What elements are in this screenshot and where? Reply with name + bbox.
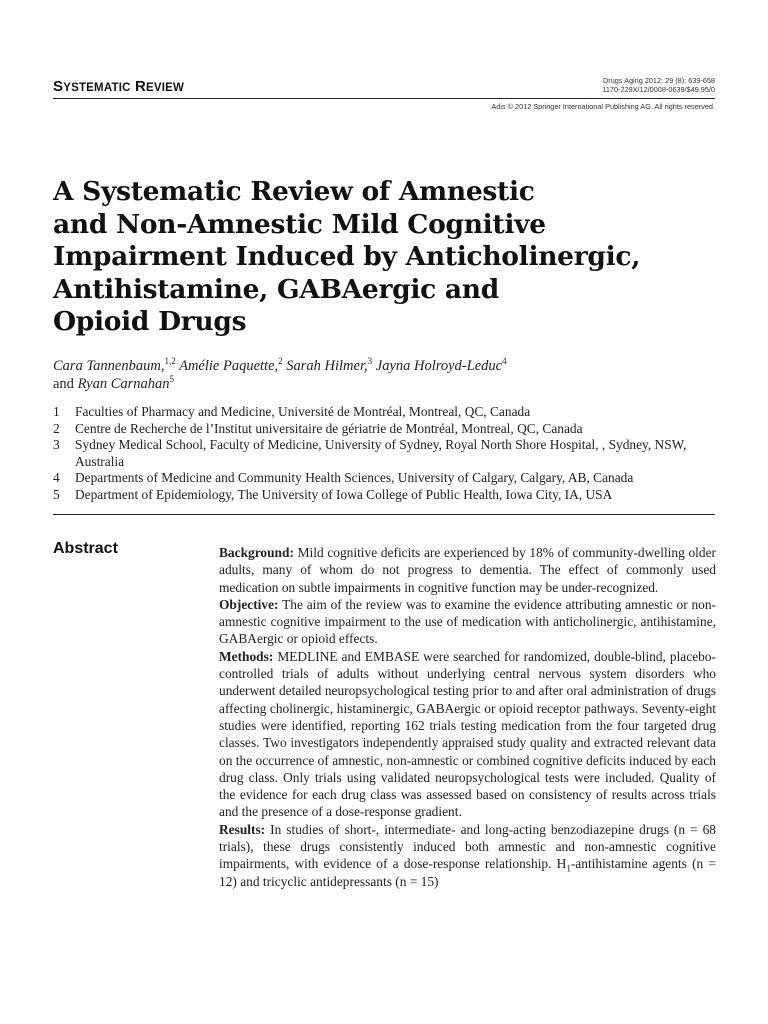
results-subscript: 1 <box>566 864 571 875</box>
background-text: Mild cognitive deficits are experienced by 18% of community-dwelling older adults, many of whom do not progress to dementia. The effect of commonly used medication on subtle impairments in cognitive function may be under-recognized. <box>219 545 716 595</box>
abstract-body <box>219 544 716 890</box>
abstract-objective <box>219 596 716 648</box>
author-affil-sup: 5 <box>169 374 175 385</box>
abstract-background <box>219 544 716 596</box>
abstract-methods <box>219 648 716 821</box>
section-rule <box>53 514 715 515</box>
affiliation-item <box>53 437 723 470</box>
affiliation-item <box>53 421 723 438</box>
title-line: Opioid Drugs <box>53 306 247 337</box>
copyright-notice: Adis © 2012 Springer International Publishing AG. All rights reserved. <box>491 102 715 111</box>
results-text-continued: -antihistamine agents (n = 12) and tricyclic antidepressants (n = 15) <box>219 856 716 889</box>
journal-info <box>602 76 715 94</box>
title-line: and Non-Amnestic Mild Cognitive <box>53 208 546 240</box>
author-line-1 <box>53 357 733 375</box>
abstract-heading: Abstract <box>53 540 118 557</box>
author-name: Amélie Paquette, <box>179 358 279 374</box>
affiliation-number: 1 <box>53 404 60 419</box>
section-label-rest-2: EVIEW <box>146 82 185 94</box>
paper-title <box>53 176 733 339</box>
affiliation-text: Faculties of Pharmacy and Medicine, Université de Montréal, Montreal, QC, Canada <box>75 404 531 419</box>
results-text: In studies of short-, intermediate- and long-acting benzodiazepine drugs (n = 68 trials), these drugs consistently induced both amnestic and non-amnestic cognitive impairments, with evidence of a dose-response relationship. H <box>219 821 716 872</box>
author-list <box>53 357 733 393</box>
affiliation-text: Sydney Medical School, Faculty of Medicine, University of Sydney, Royal North Shore Hospital, , Sydney, NSW, Australia <box>75 437 687 469</box>
affiliation-number: 4 <box>53 470 60 486</box>
title-line: A Systematic Review of Amnestic <box>53 176 535 207</box>
author-name: Sarah Hilmer, <box>286 358 368 374</box>
section-label-rest-1: YSTEMATIC <box>63 82 131 94</box>
affiliation-item <box>53 404 723 421</box>
affiliation-list <box>53 404 723 504</box>
author-affil-sup: 3 <box>367 356 373 367</box>
abstract-results <box>219 821 716 890</box>
affiliation-number: 5 <box>53 486 60 502</box>
author-affil-sup: 2 <box>278 356 283 367</box>
header-rule <box>53 98 715 99</box>
author-affil-sup: 4 <box>502 356 507 367</box>
author-affil-sup: 1,2 <box>164 356 176 367</box>
title-line: Antihistamine, GABAergic and <box>53 273 499 305</box>
journal-citation: Drugs Aging 2012; 29 (8): 639-658 <box>603 76 715 85</box>
section-label-initial-1: S <box>53 78 64 95</box>
journal-issn: 1170-229X/12/0008-0639/$49.95/0 <box>602 85 715 94</box>
section-label-initial-2: R <box>135 78 147 95</box>
affiliation-item <box>53 470 723 487</box>
objective-text: The aim of the review was to examine the evidence attributing amnestic or non-amnestic cognitive impairment to the use of medication with anticholinergic, antihistamine, GABAergic or opioid effects. <box>219 596 717 647</box>
author-conjunction: and <box>53 376 74 392</box>
objective-label: Objective: <box>219 596 279 612</box>
methods-label: Methods: <box>219 648 274 664</box>
results-label: Results: <box>219 821 266 837</box>
background-label: Background: <box>219 545 294 560</box>
affiliation-number: 3 <box>53 437 60 453</box>
affiliation-text: Centre de Recherche de l’Institut universitaire de gériatrie de Montréal, Montreal, QC, Canada <box>75 420 583 436</box>
affiliation-text: Department of Epidemiology, The University of Iowa College of Public Health, Iowa City, IA, USA <box>75 486 613 502</box>
affiliation-text: Departments of Medicine and Community Health Sciences, University of Calgary, Calgary, AB, Canada <box>75 470 634 486</box>
title-line: Impairment Induced by Anticholinergic, <box>53 241 641 272</box>
affiliation-item <box>53 487 723 504</box>
author-name: Jayna Holroyd-Leduc <box>375 358 503 374</box>
author-line-2 <box>53 375 733 393</box>
author-name: Ryan Carnahan <box>77 376 170 392</box>
author-name: Cara Tannenbaum, <box>53 358 165 374</box>
section-label <box>53 78 184 95</box>
methods-text: MEDLINE and EMBASE were searched for randomized, double-blind, placebo-controlled trials of adults without underlying central nervous system disorders who underwent detailed neuropsychological testing prior to and after oral administration of drugs affecting cholinergic, histaminergic, GABAergic or opioid receptor pathways. Seventy-eight studies were identified, reporting 162 trials testing medication from the four targeted drug classes. Two investigators independently appraised study quality and extracted relevant data on the occurrence of amnestic, non-amnestic or combined cognitive deficits induced by each drug class. Only trials using validated neuropsychological tests were included. Quality of the evidence for each drug class was assessed based on consistency of results across trials and the presence of a dose-response gradient. <box>219 648 716 820</box>
affiliation-number: 2 <box>53 420 60 436</box>
